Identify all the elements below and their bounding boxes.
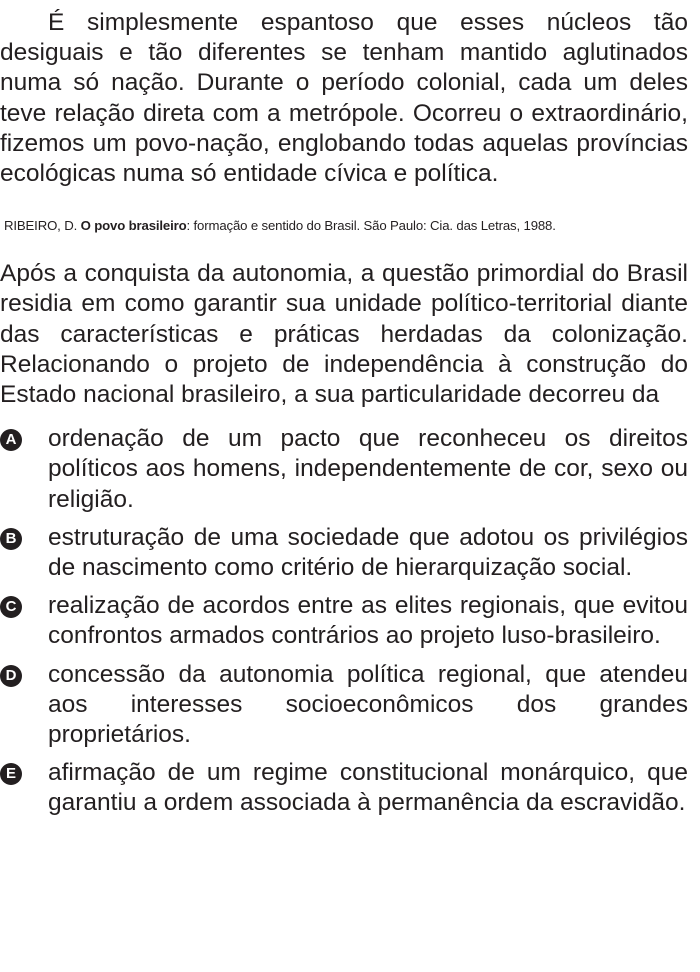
option-e-letter-badge: E	[0, 763, 22, 785]
option-a[interactable]	[0, 424, 688, 515]
option-e[interactable]	[0, 758, 688, 818]
option-d-letter-badge: D	[0, 665, 22, 687]
option-c-text: realização de acordos entre as elites regionais, que evitou confrontos armados contrários ao projeto luso-brasileiro.	[48, 592, 688, 650]
citation-rest: : formação e sentido do Brasil. São Paulo: Cia. das Letras, 1988.	[186, 218, 556, 234]
option-d[interactable]	[0, 660, 688, 751]
citation-title: O povo brasileiro	[80, 218, 187, 234]
option-b[interactable]	[0, 523, 688, 583]
answer-options	[0, 424, 688, 818]
option-b-letter-badge: B	[0, 528, 22, 550]
option-d-text: concessão da autonomia política regional, que atendeu aos interesses socioeconômicos dos grandes proprietários.	[48, 660, 688, 749]
option-e-text: afirmação de um regime constitucional monárquico, que garantiu a ordem associada à permanência da escravidão.	[48, 759, 688, 817]
option-c[interactable]	[0, 591, 688, 651]
option-a-letter-badge: A	[0, 429, 22, 451]
question-stem: Após a conquista da autonomia, a questão primordial do Brasil residia em como garantir sua unidade político-territorial diante das características e práticas herdadas da colonização. Relacionando o projeto de independência à construção do Estado nacional brasileiro, a sua particularidade decorreu da	[0, 260, 688, 409]
option-c-letter-badge: C	[0, 596, 22, 618]
excerpt-paragraph: É simplesmente espantoso que esses núcleos tão desiguais e tão diferentes se tenham mantido aglutinados numa só nação. Durante o período colonial, cada um deles teve relação direta com a metrópole. Ocorreu o extraordinário, fizemos um povo-nação, englobando todas aquelas províncias ecológicas numa só entidade cívica e política.	[0, 9, 688, 188]
citation	[4, 217, 688, 235]
citation-author: RIBEIRO, D.	[4, 218, 78, 234]
option-a-text: ordenação de um pacto que reconheceu os direitos políticos aos homens, independentemente de cor, sexo ou religião.	[48, 425, 688, 513]
option-b-text: estruturação de uma sociedade que adotou os privilégios de nascimento como critério de hierarquização social.	[48, 523, 688, 582]
